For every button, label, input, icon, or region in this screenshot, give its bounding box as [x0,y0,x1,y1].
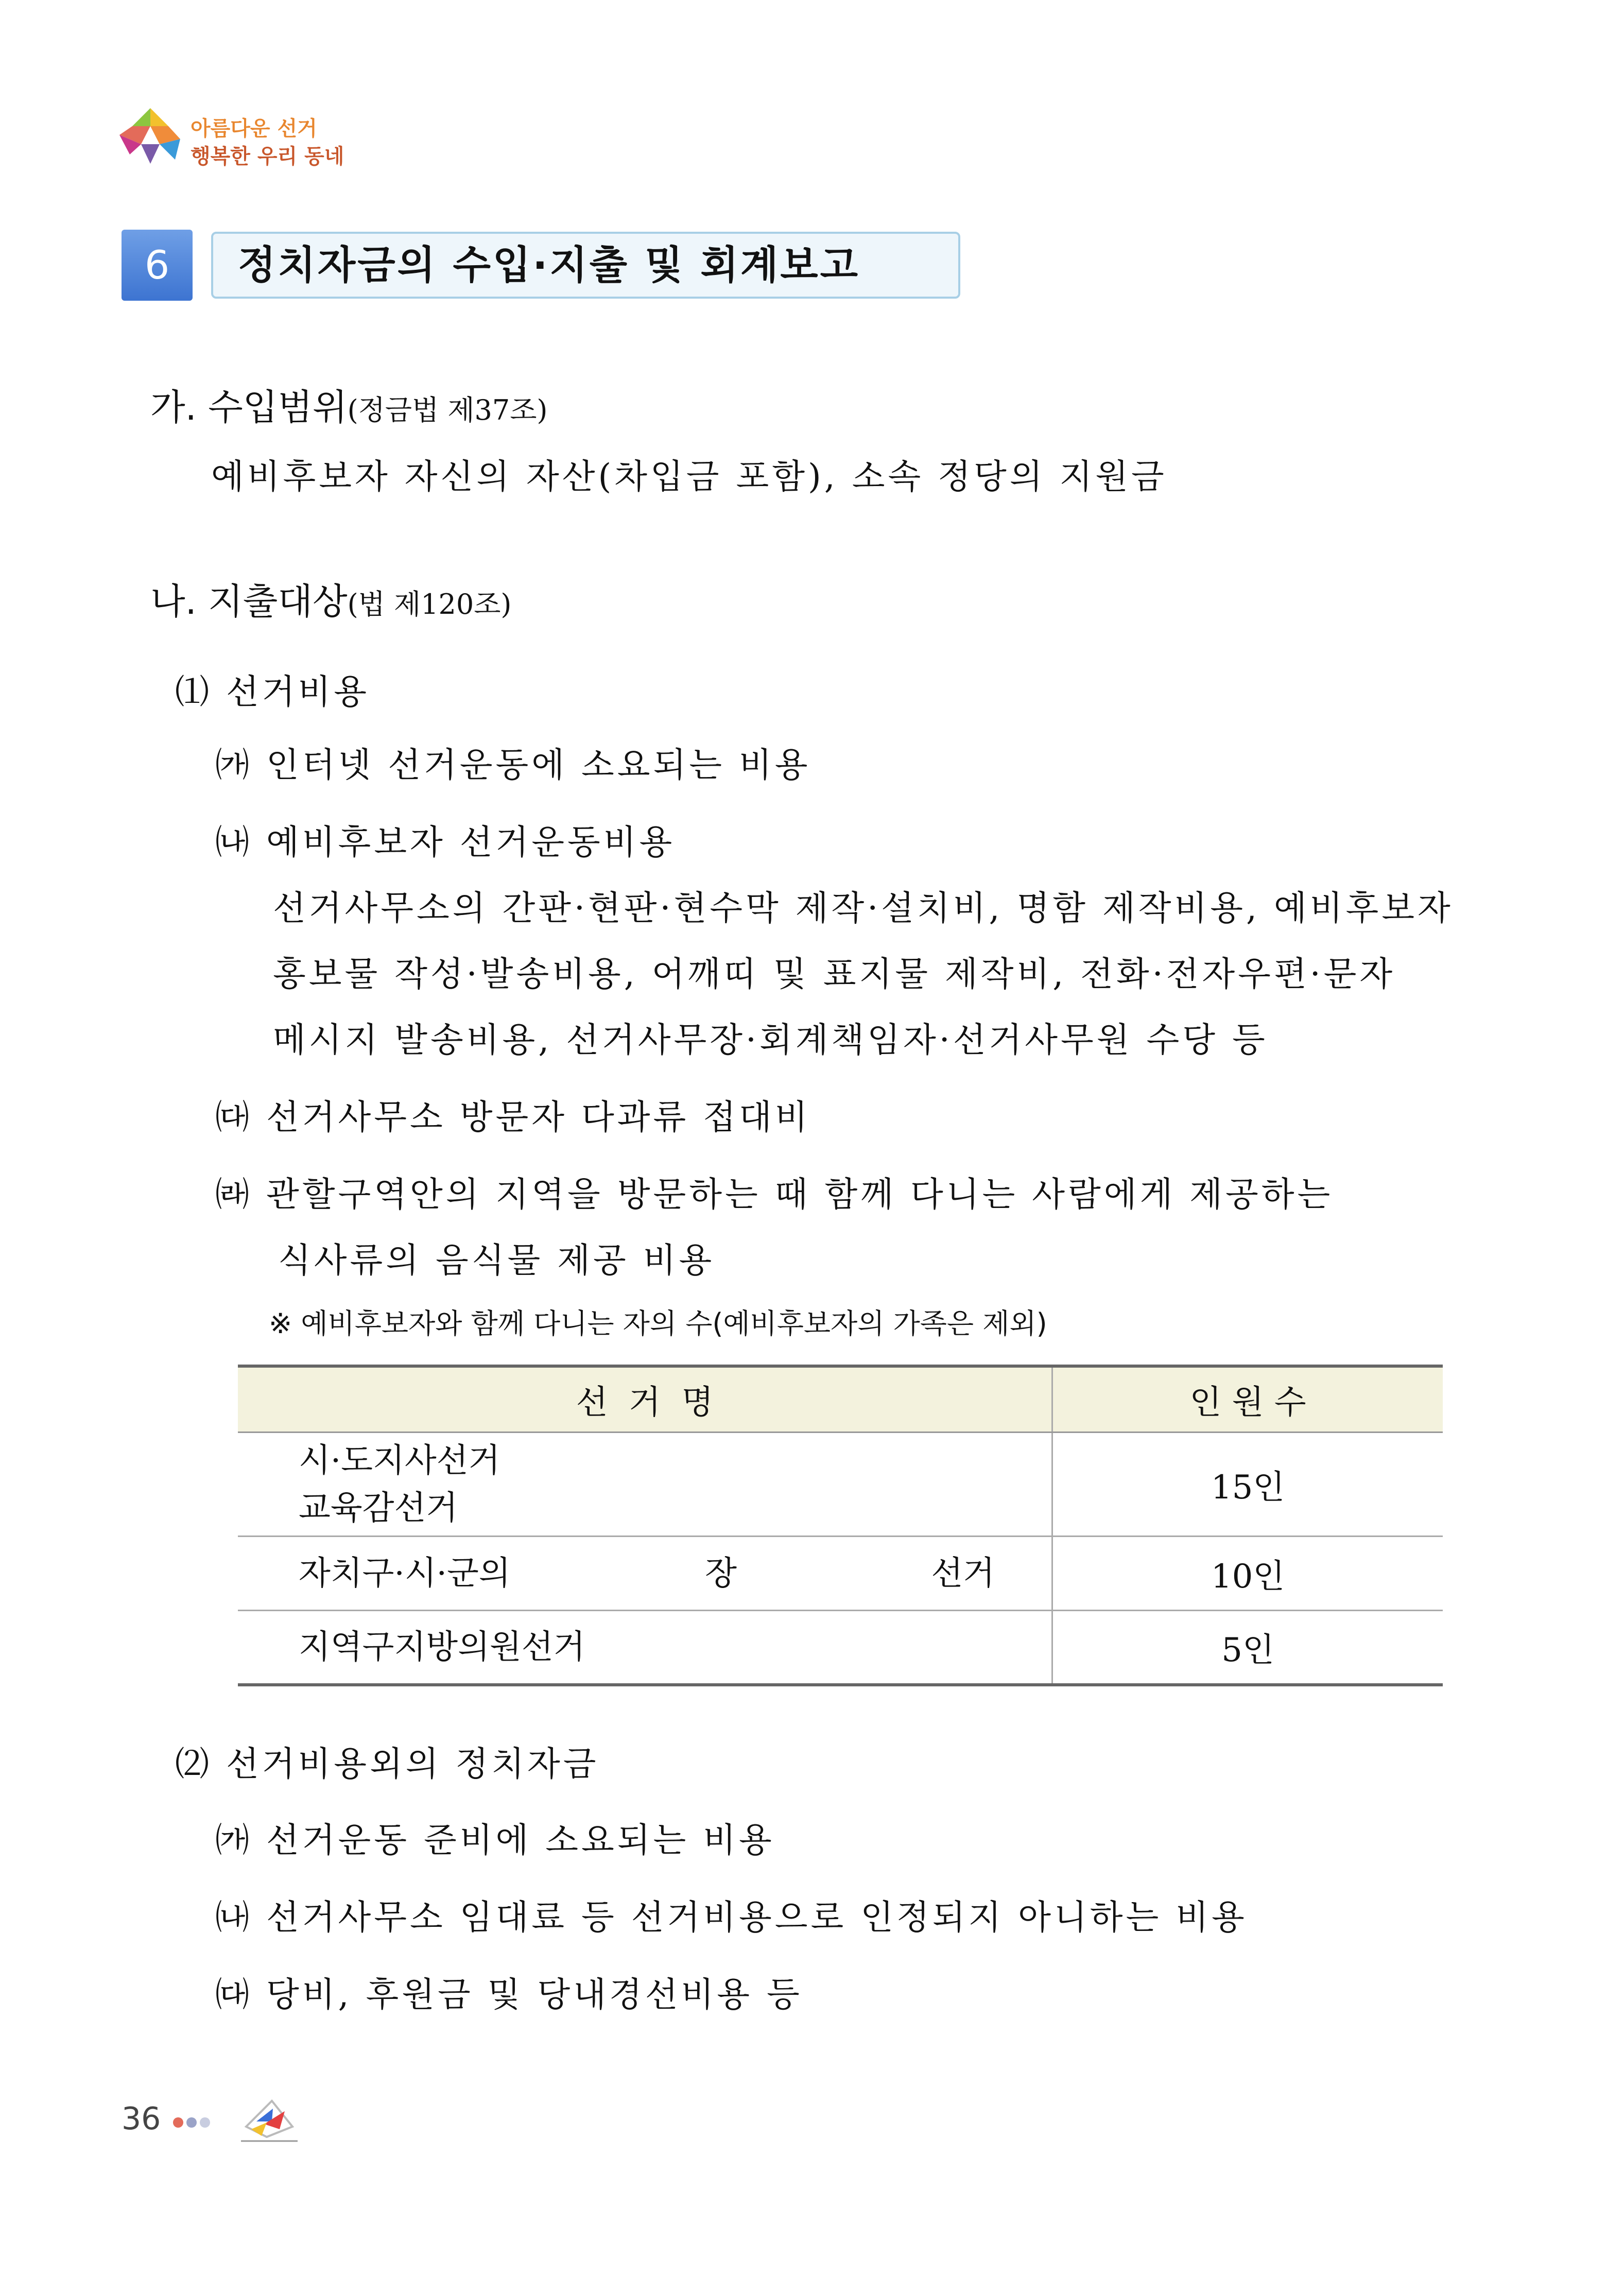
heading-income-scope-label: 가. 수입범위 [150,386,348,428]
table-cell-count: 5인 [1052,1611,1443,1685]
item2-a: ㈎ 선거운동 준비에 소요되는 비용 [215,1820,775,1860]
election-commission-logo-icon [236,2091,303,2147]
item1-label: ⑴ 선거비용 [175,672,370,712]
page-number: 36 [122,2101,161,2137]
companion-limit-table [238,1365,1443,1686]
heading-expenditure-ref: (법 제120조) [347,588,512,620]
income-scope-body: 예비후보자 자신의 자산(차입금 포함), 소속 정당의 지원금 [211,457,1167,496]
tangram-logo-icon [114,103,186,170]
item1-b-detail-2: 홍보물 작성·발송비용, 어깨띠 및 표지물 제작비, 전화·전자우편·문자 [273,954,1396,994]
section-title: 정치자금의 수입·지출 및 회계보고 [211,232,960,299]
item1-d-line2: 식사류의 음식물 제공 비용 [278,1240,715,1280]
item1-b-detail-3: 메시지 발송비용, 선거사무장·회계책임자·선거사무원 수당 등 [273,1020,1268,1060]
table-row [238,1611,1443,1685]
companion-note: ※ 예비후보자와 함께 다니는 자의 수(예비후보자의 가족은 제외) [269,1307,1047,1340]
dot-icon [200,2117,210,2128]
header-logo [114,103,344,175]
item1-d-line1: ㈑ 관할구역안의 지역을 방문하는 때 함께 다니는 사람에게 제공하는 [215,1175,1334,1214]
section-number-badge: 6 [122,230,193,301]
election-name: 지역구지방의원선거 [299,1628,585,1666]
table-cell-count: 15인 [1052,1433,1443,1537]
logo-slogan-line2: 행복한 우리 동네 [191,145,344,168]
table-cell-election [238,1611,1052,1685]
item1-b-detail-1: 선거사무소의 간판·현판·현수막 제작·설치비, 명함 제작비용, 예비후보자 [273,888,1454,928]
item1-a: ㈎ 인터넷 선거운동에 소요되는 비용 [215,745,811,785]
item2-b: ㈏ 선거사무소 임대료 등 선거비용으로 인정되지 아니하는 비용 [215,1897,1248,1937]
dot-icon [186,2117,197,2128]
heading-expenditure [150,573,511,625]
election-name: 시·도지사선거 [299,1441,500,1480]
heading-income-scope [150,378,547,430]
table-header-election: 선 거 명 [238,1366,1052,1433]
table-header-count: 인 원 수 [1052,1366,1443,1433]
heading-income-scope-ref: (정금법 제37조) [347,394,548,426]
item1-b: ㈏ 예비후보자 선거운동비용 [215,822,676,862]
item2-c: ㈐ 당비, 후원금 및 당내경선비용 등 [215,1975,803,2014]
table-cell-election [238,1537,1052,1611]
election-name: 자치구·시·군의 장 선거 [299,1554,995,1593]
table-cell-count: 10인 [1052,1537,1443,1611]
table-row [238,1433,1443,1537]
table-header-row [238,1366,1443,1433]
page-dots [173,2117,213,2130]
dot-icon [173,2117,183,2128]
table-cell-election [238,1433,1052,1537]
table-row [238,1537,1443,1611]
heading-expenditure-label: 나. 지출대상 [150,580,348,623]
logo-slogan-line1: 아름다운 선거 [191,117,317,141]
item2-label: ⑵ 선거비용외의 정치자금 [175,1744,599,1784]
item1-c: ㈐ 선거사무소 방문자 다과류 접대비 [215,1097,811,1137]
election-name: 교육감선거 [299,1489,458,1527]
